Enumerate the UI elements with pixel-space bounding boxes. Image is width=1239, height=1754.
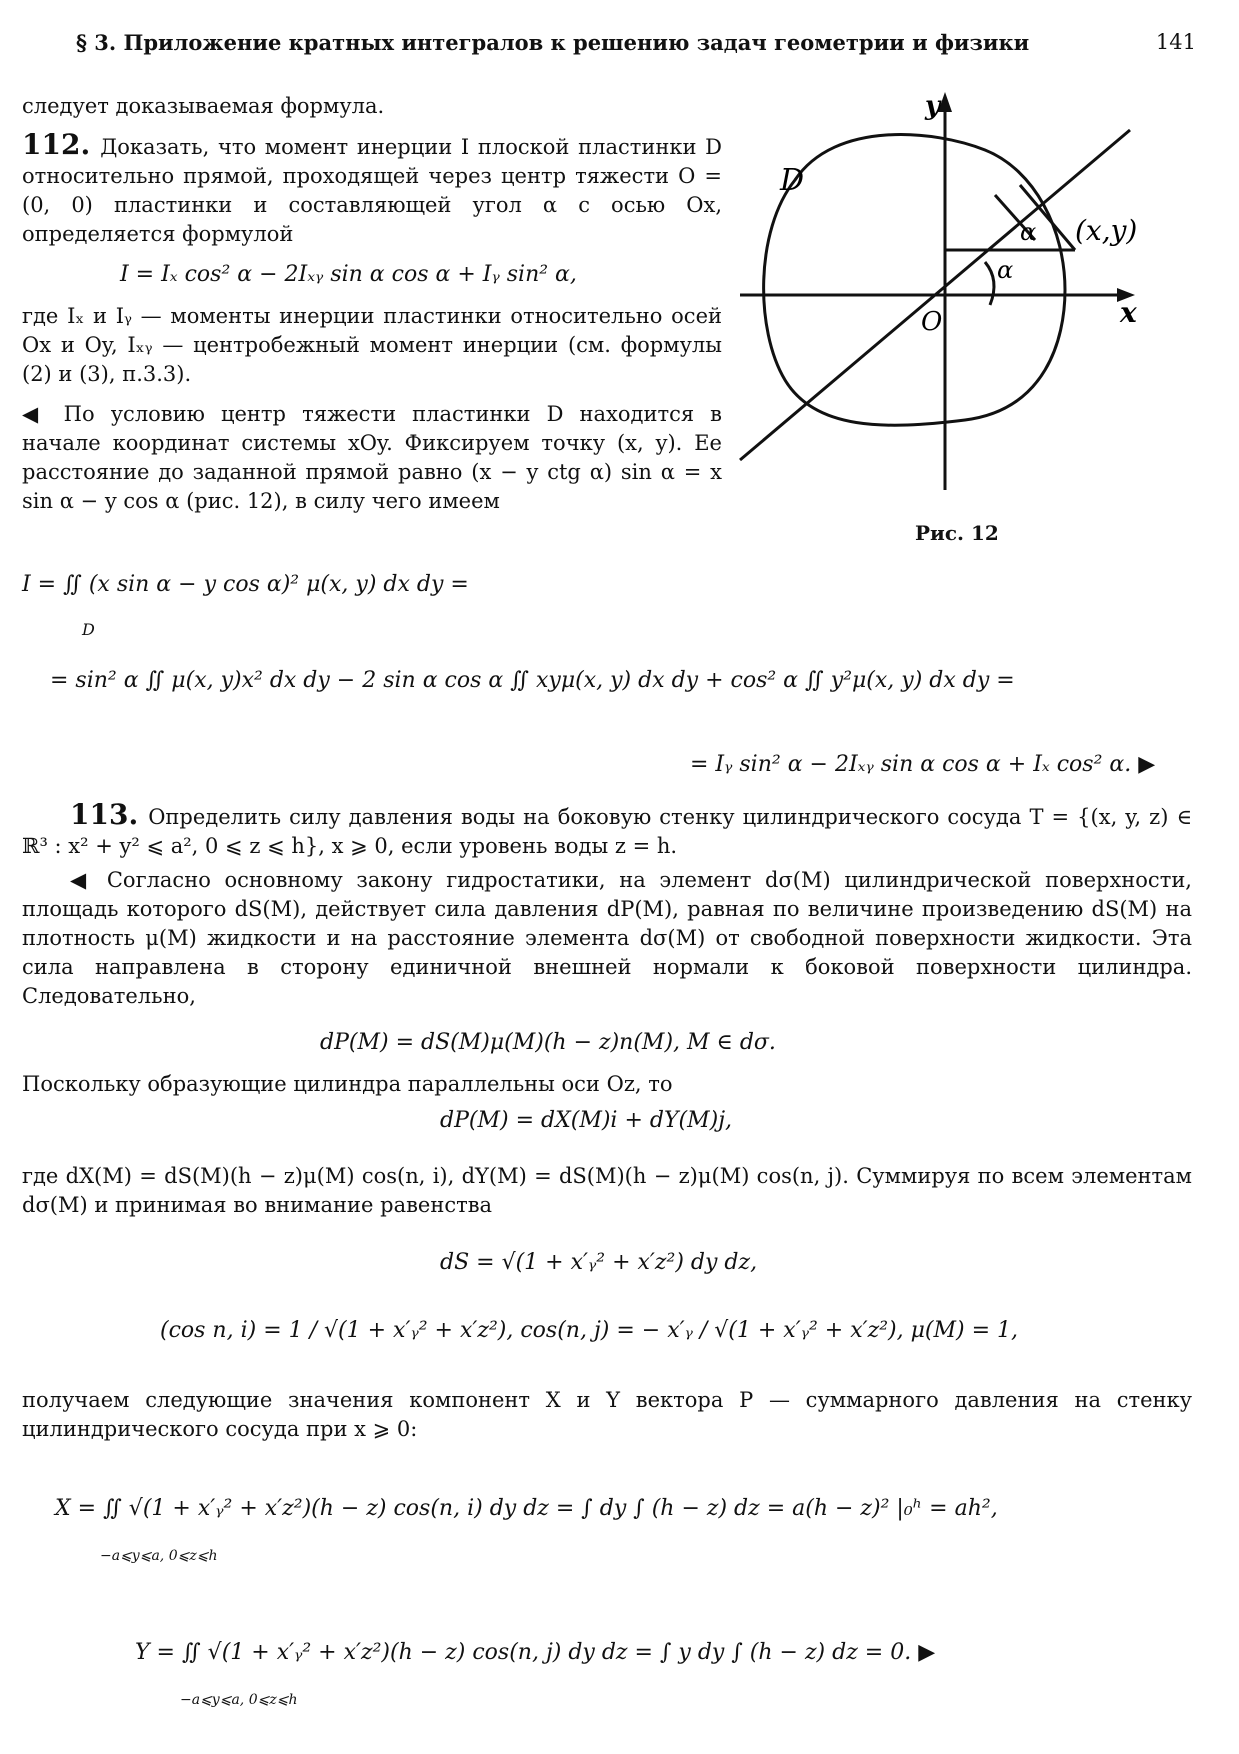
eq-dP2: dP(M) = dX(M)i + dY(M)j, (440, 1108, 733, 1133)
angle-arc (985, 262, 994, 305)
problem-112-text: Доказать, что момент инерции I плоской пластинки D относительно прямой, проходящей через центр тяжести O = (0, 0) пластинки и составляющей угол α с осью Ox, определяется формулой (22, 135, 722, 246)
problem-112-where: где Iₓ и Iᵧ — моменты инерции пластинки относительно осей Ox и Oy, Iₓᵧ — центробежный момент инерции (см. формулы (2) и (3), п.3.3). (22, 304, 722, 386)
problem-113-text: Определить силу давления воды на боковую стенку цилиндрического сосуда T = {(x, y, z) ∈ ℝ³ : x² + y² ⩽ a², 0 ⩽ z ⩽ h}, x ⩾ 0, если уровень воды z = h. (22, 805, 1192, 858)
problem-113-solution: ◀ Согласно основному закону гидростатики, на элемент dσ(M) цилиндрической поверхности, площадь которого dS(M), действует сила давления dP(M), равная по величине произведению dS(M) на плотность μ(M) жидкости и на расстояние элемента dσ(M) от свободной поверхности жидкости. Эта сила направлена в сторону единичной внешней нормали к боковой поверхности цилиндра. Следовательно, (22, 868, 1192, 1008)
figure-12 (735, 90, 1205, 510)
eq-X-limits: −a⩽y⩽a, 0⩽z⩽h (100, 1548, 218, 1564)
problem-112-formula: I = Iₓ cos² α − 2Iₓᵧ sin α cos α + Iᵧ sin² α, (120, 262, 577, 287)
problem-113-number: 113. (70, 798, 139, 831)
problem-112-eq1-sub: D (82, 620, 95, 639)
since-text: Поскольку образующие цилиндра параллельны оси Oz, то (22, 1072, 673, 1096)
label-y: y (925, 91, 941, 121)
label-point: (x,y) (1075, 214, 1138, 247)
header-title: § 3. Приложение кратных интегралов к решению задач геометрии и физики (76, 30, 1030, 55)
problem-113-statement (22, 800, 1192, 861)
page-number: 141 (1155, 30, 1196, 54)
eq-Y: Y = ∬ √(1 + x′ᵧ² + x′z²)(h − z) cos(n, j) dy dz = ∫ y dy ∫ (h − z) dz = 0. ▶ (135, 1640, 936, 1665)
problem-112-eq3: = Iᵧ sin² α − 2Iₓᵧ sin α cos α + Iₓ cos² α. ▶ (690, 752, 1156, 777)
problem-112-eq1: I = ∬ (x sin α − y cos α)² μ(x, y) dx dy = (22, 572, 469, 597)
eq-X: X = ∬ √(1 + x′ᵧ² + x′z²)(h − z) cos(n, i) dy dz = ∫ dy ∫ (h − z) dz = a(h − z)² |₀ʰ = ah², (55, 1496, 998, 1521)
label-O: O (921, 307, 943, 337)
label-D: D (780, 163, 805, 198)
problem-112-solution: ◀ По условию центр тяжести пластинки D находится в начале координат системы xOy. Фиксируем точку (x, y). Ее расстояние до заданной прямой равно (x − y ctg α) sin α = x sin α − y cos α (рис. 12), в силу чего имеем (22, 402, 722, 513)
problem-112-number: 112. (22, 128, 91, 161)
label-alpha-2: α (997, 256, 1014, 284)
eq-cos: (cos n, i) = 1 / √(1 + x′ᵧ² + x′z²), cos(n, j) = − x′ᵧ / √(1 + x′ᵧ² + x′z²), μ(M) = 1, (160, 1318, 1018, 1343)
label-alpha-1: α (1020, 218, 1037, 246)
intro-text: следует доказываемая формула. (22, 94, 385, 118)
eq-dP: dP(M) = dS(M)μ(M)(h − z)n(M), M ∈ dσ. (320, 1030, 776, 1055)
plate-outline (764, 135, 1065, 426)
where-text: где dX(M) = dS(M)(h − z)μ(M) cos(n, i), dY(M) = dS(M)(h − z)μ(M) cos(n, j). Суммируя по всем элементам dσ(M) и принимая во внимание равенства (22, 1164, 1192, 1217)
problem-112-statement (22, 130, 722, 249)
eq-dS: dS = √(1 + x′ᵧ² + x′z²) dy dz, (440, 1250, 758, 1275)
get-text: получаем следующие значения компонент X и Y вектора P — суммарного давления на стенку цилиндрического сосуда при x ⩾ 0: (22, 1388, 1192, 1441)
figure-caption: Рис. 12 (915, 521, 999, 545)
problem-112-eq2: = sin² α ∬ μ(x, y)x² dx dy − 2 sin α cos α ∬ xyμ(x, y) dx dy + cos² α ∬ y²μ(x, y) dx dy = (50, 668, 1015, 693)
eq-Y-limits: −a⩽y⩽a, 0⩽z⩽h (180, 1692, 298, 1708)
label-x: x (1120, 296, 1137, 329)
